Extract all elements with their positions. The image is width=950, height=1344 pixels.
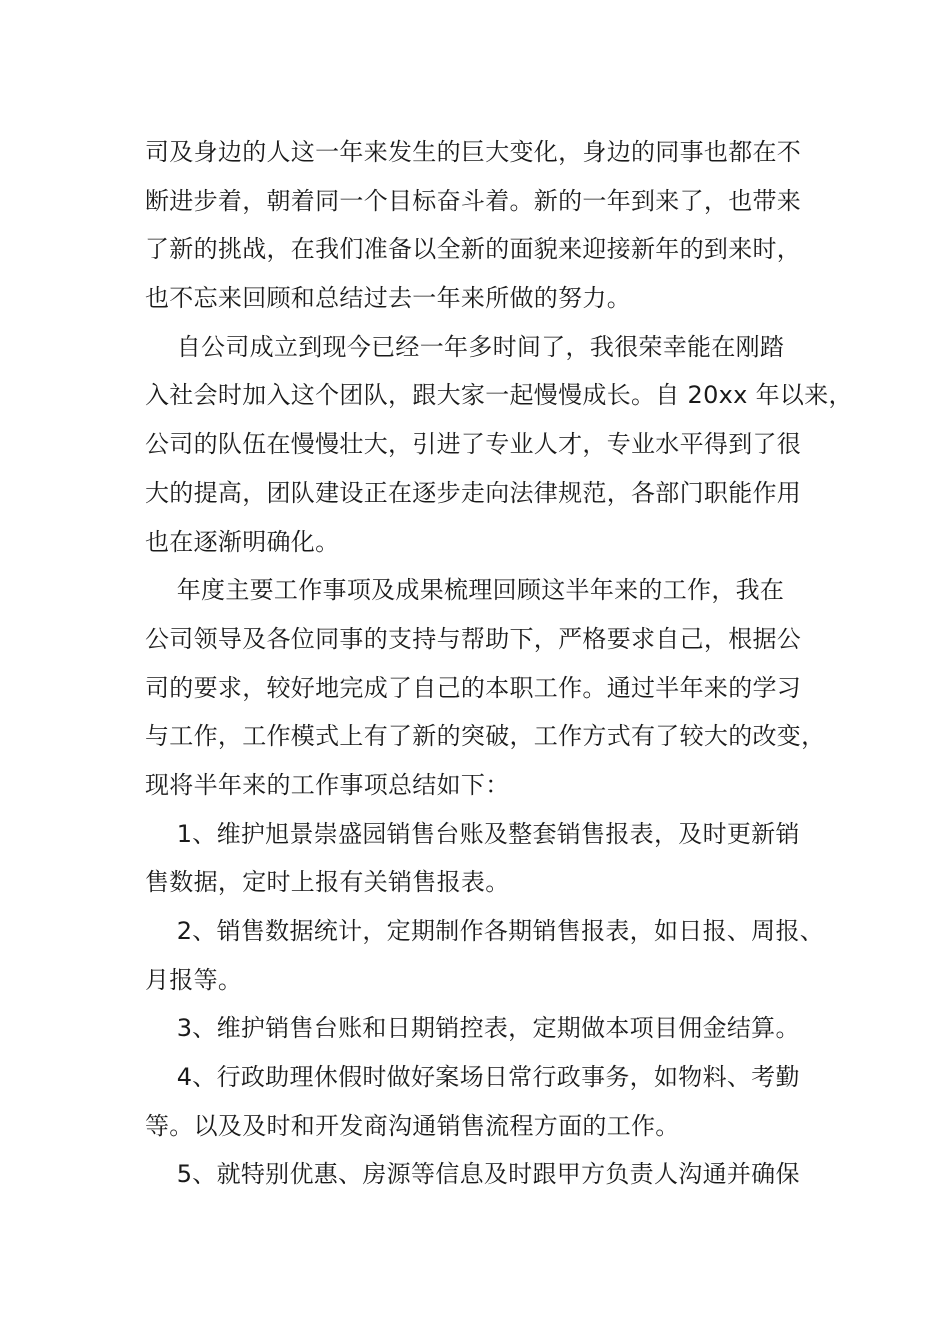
text-line: 5、就特别优惠、房源等信息及时跟甲方负责人沟通并确保: [145, 1160, 800, 1189]
text-line: 自公司成立到现今已经一年多时间了，我很荣幸能在刚踏: [145, 332, 785, 361]
text-line: 3、维护销售台账和日期销控表，定期做本项目佣金结算。: [145, 1014, 800, 1043]
text-line: 大的提高，团队建设正在逐步走向法律规范，各部门职能作用: [145, 478, 802, 507]
text-line: 断进步着，朝着同一个目标奋斗着。新的一年到来了，也带来: [145, 186, 802, 215]
text-line: 也在逐渐明确化。: [145, 527, 340, 556]
text-line: 司的要求，较好地完成了自己的本职工作。通过半年来的学习: [145, 673, 802, 702]
text-line: 入社会时加入这个团队，跟大家一起慢慢成长。自 20xx 年以来，: [145, 381, 853, 410]
text-line: 司及身边的人这一年来发生的巨大变化，身边的同事也都在不: [145, 138, 802, 166]
text-line: 2、销售数据统计，定期制作各期销售报表，如日报、周报、: [145, 917, 825, 945]
text-line: 年度主要工作事项及成果梳理回顾这半年来的工作，我在: [145, 576, 785, 605]
text-line: 了新的挑战，在我们准备以全新的面貌来迎接新年的到来时，: [145, 235, 802, 264]
text-line: 也不忘来回顾和总结过去一年来所做的努力。: [145, 284, 631, 313]
text-line: 4、行政助理休假时做好案场日常行政事务，如物料、考勤: [145, 1063, 800, 1092]
text-line: 1、维护旭景崇盛园销售台账及整套销售报表，及时更新销: [145, 819, 800, 848]
text-line: 现将半年来的工作事项总结如下：: [145, 770, 510, 799]
text-line: 公司的队伍在慢慢壮大，引进了专业人才，专业水平得到了很: [145, 430, 802, 459]
text-line: 等。以及及时和开发商沟通销售流程方面的工作。: [145, 1111, 680, 1140]
document-body: [145, 128, 853, 1199]
text-line: 月报等。: [145, 965, 243, 994]
text-line: 与工作，工作模式上有了新的突破，工作方式有了较大的改变，: [145, 722, 826, 751]
text-line: 公司领导及各位同事的支持与帮助下，严格要求自己，根据公: [145, 624, 802, 653]
text-line: 售数据，定时上报有关销售报表。: [145, 868, 510, 897]
